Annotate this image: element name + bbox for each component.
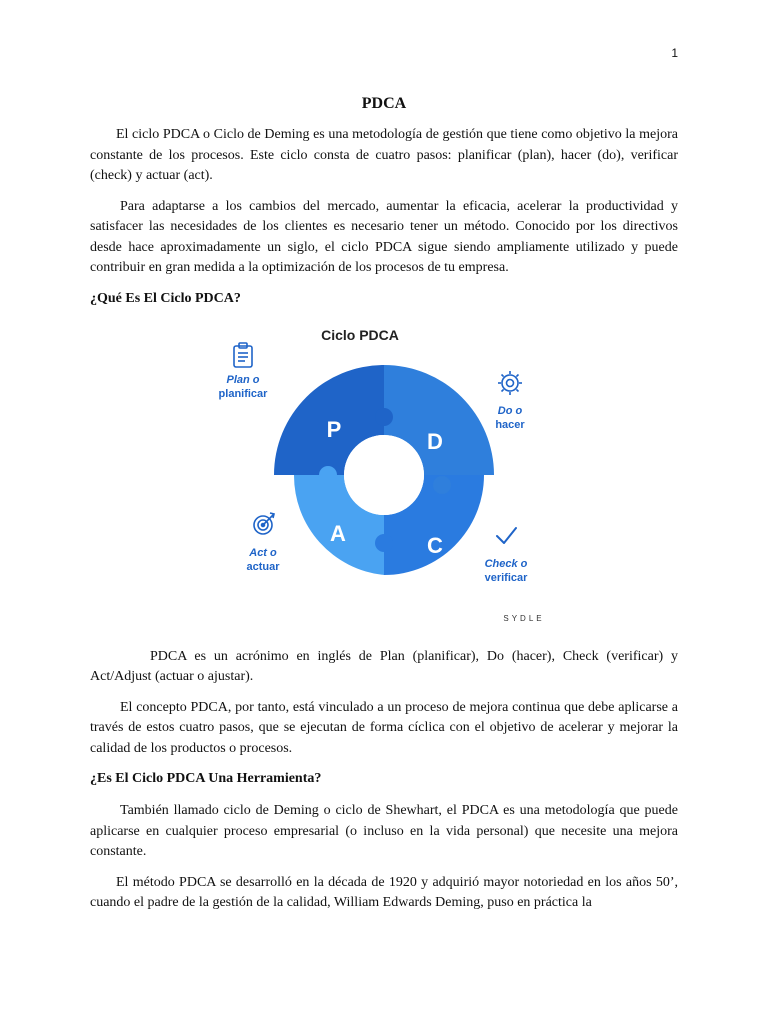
notch-act: [319, 466, 337, 484]
label-do-line1: Do o: [497, 404, 523, 417]
label-plan-line2: planificar: [218, 387, 268, 400]
label-check-line2: verificar: [484, 571, 528, 584]
label-act-line2: actuar: [246, 560, 280, 573]
notch-check: [375, 534, 393, 552]
paragraph-history: El método PDCA se desarrolló en la década de 1920 y adquirió mayor notoriedad en los años 50’, cuando el padre de la gestión de la calidad, William Edwards Deming, puso en práctica la: [90, 874, 678, 910]
label-act-line1: Act o: [249, 546, 277, 559]
pdca-diagram-svg: [208, 321, 556, 633]
paragraph-intro: El ciclo PDCA o Ciclo de Deming es una metodología de gestión que tiene como objetivo la mejora constante de los procesos. Este ciclo consta de cuatro pasos: planificar (plan), hacer (do), verificar (check) y actuar (act).: [90, 127, 678, 183]
document-title: PDCA: [361, 95, 407, 112]
paragraph-concept: El concepto PDCA, por tanto, está vinculado a un proceso de mejora continua que debe aplicarse a través de estos cuatro pasos, que se ejecutan de forma cíclica con el objetivo de acelerar y mejorar la calidad de los productos o procesos.: [90, 699, 678, 756]
page-number: 1: [671, 46, 678, 60]
label-plan-line1: Plan o: [226, 373, 260, 386]
segment-letter-c: C: [427, 532, 443, 558]
paragraph-deming-cycle: También llamado ciclo de Deming o ciclo de Shewhart, el PDCA es una metodología que puede aplicarse en cualquier proceso empresarial (o incluso en la vida personal) que necesite una mejora constante.: [90, 803, 678, 859]
label-do-line2: hacer: [495, 418, 525, 431]
notch-plan: [375, 408, 393, 426]
segment-letter-d: D: [427, 428, 443, 454]
center-hole: [344, 435, 424, 515]
heading-what-is-pdca: ¿Qué Es El Ciclo PDCA?: [90, 290, 241, 306]
heading-is-it-a-tool: ¿Es El Ciclo PDCA Una Herramienta?: [90, 771, 322, 786]
brand-logo: SYDLE: [503, 613, 545, 623]
segment-letter-a: A: [330, 520, 346, 546]
paragraph-acronym: PDCA es un acrónimo en inglés de Plan (planificar), Do (hacer), Check (verificar) y Act/Adjust (actuar o ajustar).: [90, 648, 678, 684]
diagram-title: Ciclo PDCA: [321, 326, 399, 343]
pdca-diagram: [208, 321, 556, 633]
label-check-line1: Check o: [484, 557, 528, 570]
segment-letter-p: P: [326, 416, 342, 442]
paragraph-adaptation: Para adaptarse a los cambios del mercado, aumentar la eficacia, acelerar la productividad y satisfacer las necesidades de los clientes es necesario tener un método. Conocido por los directivos desde hace aproximadamente un siglo, el ciclo PDCA sigue siendo ampliamente utilizado y puede contribuir en gran medida a la optimización de los procesos de tu empresa.: [90, 198, 678, 275]
notch-do: [433, 476, 451, 494]
document-body: [90, 93, 678, 924]
